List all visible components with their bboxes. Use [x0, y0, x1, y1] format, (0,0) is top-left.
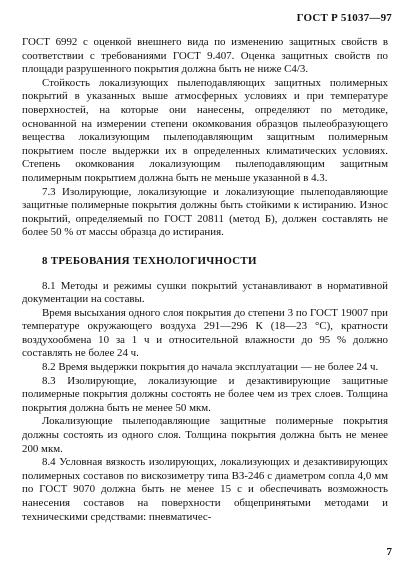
- paragraph-drying-time: Время высыхания одного слоя покрытия до степени 3 по ГОСТ 19007 при температуре окружающего воздуха 291—296 К (18—23 °С), кратности воздухообмена 10 за 1 ч и относительной влажности до 95 % должно составлять не более 24 ч.: [22, 306, 388, 360]
- paragraph-8-4: 8.4 Условная вязкость изолирующих, локализующих и дезактивирующих полимерных составов по вискозиметру типа ВЗ-246 с диаметром сопла 4,0 мм по ГОСТ 9070 должна быть не менее 15 с и обеспечивать возможность нанесения составов на поверхности общепринятыми методами и техническими средствами: пневматичес-: [22, 456, 388, 523]
- page-number: 7: [386, 546, 392, 558]
- section-title-8: 8 ТРЕБОВАНИЯ ТЕХНОЛОГИЧНОСТИ: [42, 254, 257, 267]
- paragraph-continuation: ГОСТ 6992 с оценкой внешнего вида по изменению защитных свойств в соответствии с требованиями ГОСТ 9.407. Оценка защитных свойств по площади разрушенного покрытия должна быть не ниже С4/3.: [22, 36, 388, 76]
- paragraph-7-3: 7.3 Изолирующие, локализующие и локализующие пылеподавляющие защитные полимерные покрытия должны быть стойкими к истиранию. Износ покрытий, определяемый по ГОСТ 20811 (метод Б), должен составлять не более 50 % от массы образца до истирания.: [22, 185, 388, 239]
- paragraph-8-2: 8.2 Время выдержки покрытия до начала эксплуатации — не более 24 ч.: [42, 361, 379, 374]
- paragraph-8-1: 8.1 Методы и режимы сушки покрытий устанавливают в нормативной документации на составы.: [22, 279, 388, 306]
- paragraph-8-3: 8.3 Изолирующие, локализующие и дезактивирующие защитные полимерные покрытия должны состоять не более чем из трех слоев. Толщина покрытия должна быть не менее 50 мкм.: [22, 374, 388, 414]
- standard-code-header: ГОСТ Р 51037—97: [296, 12, 392, 24]
- document-body: [22, 36, 388, 524]
- paragraph-dust-suppression-resistance: Стойкость локализующих пылеподавляющих защитных полимерных покрытий в указанных выше атмосферных условиях и при температуре поверхностей, на которые они нанесены, определяют по методике, основанной на измерении степени окомкования образцов пылеобразующего вещества локализующим пылеподавляющим защитным полимерным покрытием после выдержки их в определенных климатических условиях. Степень окомкования локализующим пылеподавляющим защитным полимерным покрытием должна быть не меньше указанной в 4.3.: [22, 76, 388, 184]
- paragraph-single-layer: Локализующие пылеподавляющие защитные полимерные покрытия должны состоять из одного слоя. Толщина покрытия должна быть не менее 200 мкм.: [22, 415, 388, 455]
